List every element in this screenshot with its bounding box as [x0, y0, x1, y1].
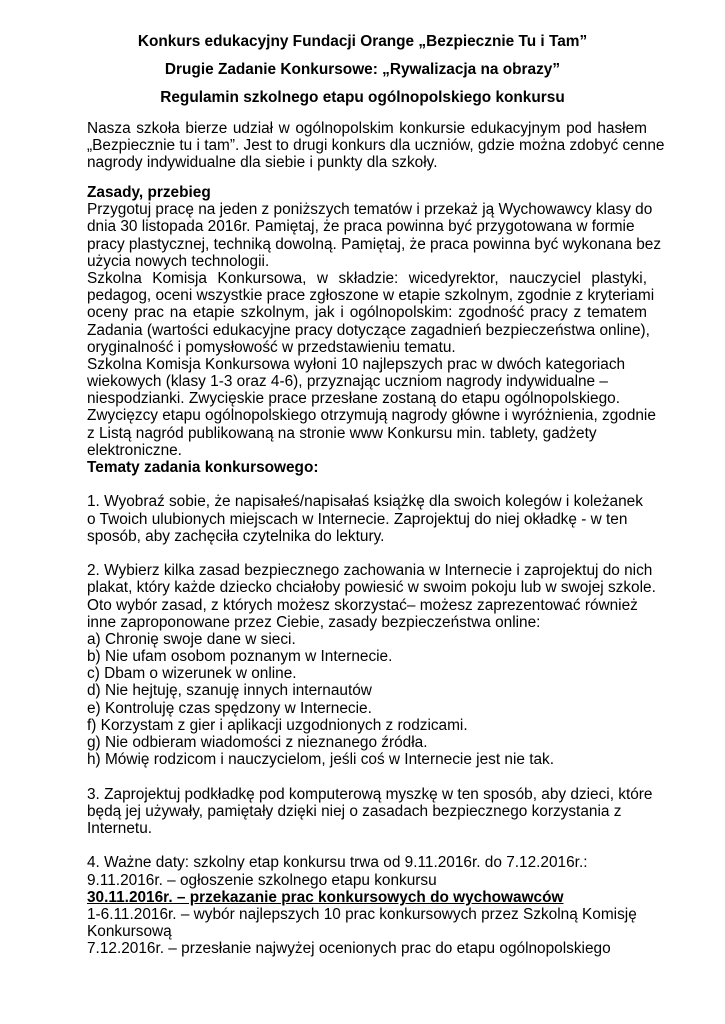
section-heading: Zasady, przebieg	[87, 184, 211, 201]
text-line: Oto wybór zasad, z których możesz skorzystać– możesz zaprezentować również	[87, 596, 638, 614]
text-line: Zwycięzcy etapu ogólnopolskiego otrzymują nagrody główne i wyróżnienia, zgodnie	[87, 407, 656, 425]
text-line: 2. Wybierz kilka zasad bezpiecznego zachowania w Internecie i zaprojektuj do nich	[87, 562, 653, 580]
list-item: f) Korzystam z gier i aplikacji uzgodnionych z rodzicami.	[87, 716, 468, 734]
list-item: a) Chronię swoje dane w sieci.	[87, 630, 296, 648]
text-line: sposób, aby zachęciła czytelnika do lektury.	[87, 527, 385, 545]
document-title: Konkurs edukacyjny Fundacji Orange „Bezpiecznie Tu i Tam”	[137, 33, 588, 50]
section-heading: Tematy zadania konkursowego:	[87, 459, 319, 476]
text-line: „Bezpiecznie tu i tam”. Jest to drugi konkurs dla uczniów, gdzie można zdobyć cenne	[87, 137, 665, 155]
text-line: Szkolna Komisja Konkursowa, w składzie: wicedyrektor, nauczyciel plastyki,	[87, 269, 647, 287]
list-item: g) Nie odbieram wiadomości z nieznanego źródła.	[87, 734, 428, 751]
text-line: o Twoich ulubionych miejscach w Internecie. Zaprojektuj do niej okładkę - w ten	[87, 510, 628, 528]
text-line: Nasza szkoła bierze udział w ogólnopolskim konkursie edukacyjnym pod hasłem	[87, 120, 647, 137]
text-line: elektroniczne.	[87, 441, 182, 459]
text-line: użycia nowych technologii.	[87, 252, 270, 270]
date-item: Konkursową	[87, 923, 172, 941]
task-title: Drugie Zadanie Konkursowe: „Rywalizacja na obrazy”	[164, 61, 561, 78]
text-line: dnia 30 listopada 2016r. Pamiętaj, że praca powinna być przygotowana w formie	[87, 218, 635, 236]
text-line: 4. Ważne daty: szkolny etap konkursu trwa od 9.11.2016r. do 7.12.2016r.:	[87, 854, 588, 872]
list-item: c) Dbam o wizerunek w online.	[87, 665, 297, 683]
rules-title: Regulamin szkolnego etapu ogólnopolskiego konkursu	[160, 89, 565, 106]
text-line: 3. Zaprojektuj podkładkę pod komputerową myszkę w ten sposób, aby dzieci, które	[87, 785, 653, 803]
text-line: inne zaproponowane przez Ciebie, zasady bezpieczeństwa online:	[87, 613, 541, 631]
text-line: Szkolna Komisja Konkursowa wyłoni 10 najlepszych prac w dwóch kategoriach	[87, 355, 626, 373]
text-line: będą jej używały, pamiętały dzięki niej o zasadach bezpiecznego korzystania z	[87, 802, 622, 820]
text-line: Internetu.	[87, 819, 153, 837]
date-item-highlighted: 30.11.2016r. – przekazanie prac konkursowych do wychowawców	[87, 888, 564, 906]
text-line: oryginalność i pomysłowość w przedstawieniu tematu.	[87, 338, 456, 356]
list-item: e) Kontroluję czas spędzony w Internecie.	[87, 699, 372, 717]
text-line: nagrody indywidualne dla siebie i punkty dla szkoły.	[87, 154, 438, 172]
date-item: 1-6.11.2016r. – wybór najlepszych 10 prac konkursowych przez Szkolną Komisję	[87, 905, 637, 923]
text-line: pedagog, oceni wszystkie prace zgłoszone w etapie szkolnym, zgodnie z kryteriami	[87, 287, 655, 305]
text-line: oceny prac na etapie szkolnym, jak i ogólnopolskim: zgodność pracy z tematem	[87, 304, 647, 322]
text-line: pracy plastycznej, techniką dowolną. Pamiętaj, że praca powinna być wykonana bez	[87, 235, 662, 253]
text-line: plakat, który każde dziecko chciałoby powiesić w swoim pokoju lub w swojej szkole.	[87, 579, 656, 597]
text-line: Przygotuj pracę na jeden z poniższych tematów i przekaż ją Wychowawcy klasy do	[87, 201, 653, 219]
text-line: Zadania (wartości edukacyjne pracy dotyczące zagadnień bezpieczeństwa online),	[87, 321, 650, 339]
date-item: 9.11.2016r. – ogłoszenie szkolnego etapu konkursu	[87, 871, 437, 889]
text-line: niespodzianki. Zwycięskie prace przesłane zostaną do etapu ogólnopolskiego.	[87, 390, 621, 408]
text-line: 1. Wyobraź sobie, że napisałeś/napisałaś książkę dla swoich kolegów i koleżanek	[87, 493, 643, 511]
list-item: b) Nie ufam osobom poznanym w Internecie.	[87, 648, 393, 666]
list-item: h) Mówię rodzicom i nauczycielom, jeśli coś w Internecie jest nie tak.	[87, 751, 555, 769]
rules-section	[87, 184, 662, 958]
intro-paragraph	[87, 120, 665, 172]
text-line: wiekowych (klasy 1-3 oraz 4-6), przyznając uczniom nagrody indywidualne –	[87, 373, 608, 391]
date-item: 7.12.2016r. – przesłanie najwyżej ocenionych prac do etapu ogólnopolskiego	[87, 940, 611, 958]
text-line: z Listą nagród publikowaną na stronie www Konkursu min. tablety, gadżety	[87, 424, 597, 442]
list-item: d) Nie hejtuję, szanuję innych internautów	[87, 682, 372, 700]
